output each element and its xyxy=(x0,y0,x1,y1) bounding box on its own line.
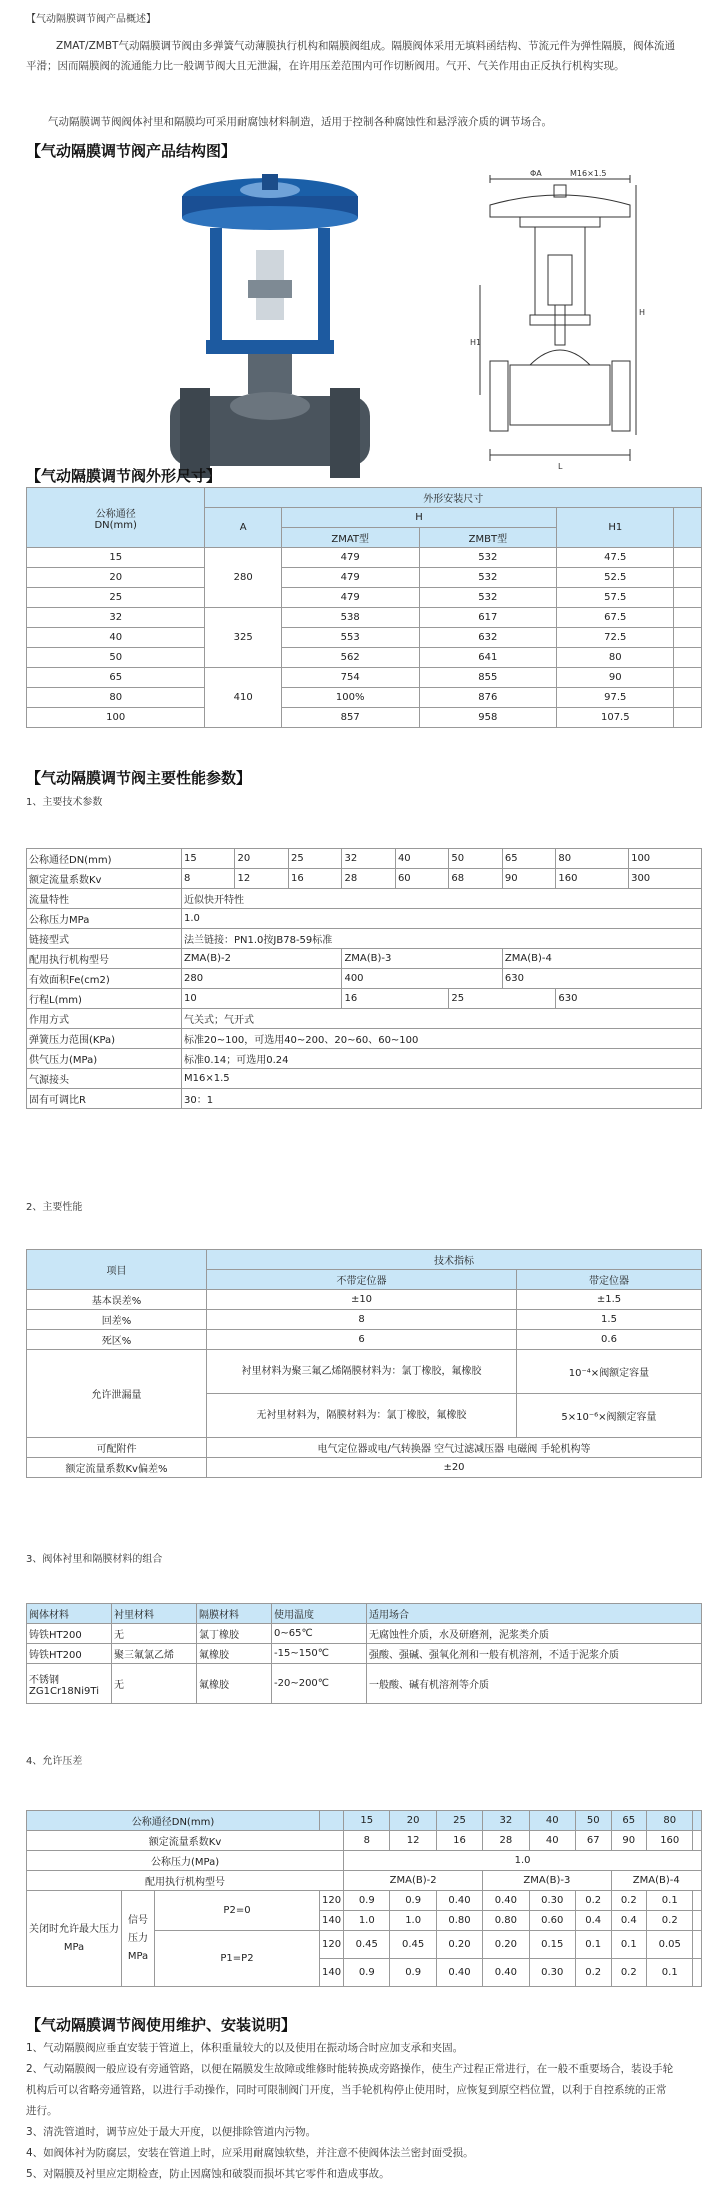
dims-zmat: 479 xyxy=(281,588,419,608)
mat-diaphragm: 氟橡胶 xyxy=(197,1644,272,1664)
dims-zmat: 754 xyxy=(281,668,419,688)
perf-b: ±1.5 xyxy=(517,1290,702,1310)
perf-kv-val: ±20 xyxy=(207,1458,702,1478)
dp-kv-cell: 160 xyxy=(647,1831,693,1851)
dims-row xyxy=(27,668,702,688)
param-label: 流量特性 xyxy=(27,889,182,909)
dims-h1: 67.5 xyxy=(557,608,674,628)
dims-empty xyxy=(674,708,702,728)
dp-pn-value: 1.0 xyxy=(344,1851,702,1871)
dims-empty xyxy=(674,608,702,628)
mat-header: 阀体材料 xyxy=(27,1604,112,1624)
dp-p20: P2=0 xyxy=(155,1891,320,1931)
perf-h-nopos: 不带定位器 xyxy=(207,1270,517,1290)
dp-spacer xyxy=(693,1831,702,1851)
param-dn-cell: 40 xyxy=(395,849,448,869)
mat-use: 强酸、强碱、强氧化剂和一般有机溶剂，不适于泥浆介质 xyxy=(367,1644,702,1664)
dp-value-cell: 0.2 xyxy=(575,1891,611,1911)
mat-diaphragm: 氯丁橡胶 xyxy=(197,1624,272,1644)
dims-h-zmat: ZMAT型 xyxy=(281,528,419,548)
dims-zmbt: 532 xyxy=(419,588,557,608)
structure-title: 【气动隔膜调节阀产品结构图】 xyxy=(26,142,237,160)
dims-zmbt: 532 xyxy=(419,548,557,568)
dp-sig-label: 信号压力MPa xyxy=(122,1891,155,1987)
dp-value-cell: 0.30 xyxy=(529,1959,575,1987)
dims-row xyxy=(27,608,702,628)
dims-zmat: 857 xyxy=(281,708,419,728)
param-label: 作用方式 xyxy=(27,1009,182,1029)
param-dn-cell: 65 xyxy=(502,849,555,869)
dp-kv-cell: 16 xyxy=(436,1831,482,1851)
perf-item: 基本误差% xyxy=(27,1290,207,1310)
dp-spacer xyxy=(693,1931,702,1959)
param-row xyxy=(27,909,702,929)
param-label: 气源接头 xyxy=(27,1069,182,1089)
maint-item: 4、如阀体衬为防腐层，安装在管道上时，应采用耐腐蚀软垫，并注意不使阀体法兰密封面受损。 xyxy=(26,2147,474,2159)
dims-empty xyxy=(674,628,702,648)
param-dn-cell: 50 xyxy=(449,849,502,869)
dp-value-cell: 0.30 xyxy=(529,1891,575,1911)
dp-data-row xyxy=(27,1891,702,1911)
param-value: 1.0 xyxy=(182,909,702,929)
dp-kv-cell: 67 xyxy=(575,1831,611,1851)
dp-value-cell: 0.20 xyxy=(436,1931,482,1959)
perf-acc-item: 可配附件 xyxy=(27,1438,207,1458)
overview-para2: 气动隔膜调节阀阀体衬里和隔膜均可采用耐腐蚀材料制造，适用于控制各种腐蚀性和悬浮液介质的调节场合。 xyxy=(48,116,552,128)
dp-value-cell: 0.2 xyxy=(611,1959,647,1987)
dims-zmat: 100% xyxy=(281,688,419,708)
dp-p12: P1=P2 xyxy=(155,1931,320,1987)
dims-h1: 52.5 xyxy=(557,568,674,588)
dp-value-cell: 0.05 xyxy=(647,1931,693,1959)
mat-header: 衬里材料 xyxy=(112,1604,197,1624)
valve-drawing xyxy=(470,165,650,495)
dims-dn: 32 xyxy=(27,608,205,628)
maint-title: 【气动隔膜调节阀使用维护、安装说明】 xyxy=(26,2016,297,2034)
param-row xyxy=(27,849,702,869)
param-stroke-cell: 16 xyxy=(342,989,449,1009)
params-sub1: 1、主要技术参数 xyxy=(26,797,103,808)
mat-table xyxy=(26,1603,702,1704)
drawing-label-m: M16×1.5 xyxy=(570,169,607,178)
dp-sig-cell: 120 xyxy=(319,1891,343,1911)
maint-item: 1、气动隔膜阀应垂直安装于管道上，体积重量较大的以及使用在振动场合时应加支承和夹固。 xyxy=(26,2042,464,2054)
dp-label: 公称通径DN(mm) xyxy=(27,1811,320,1831)
mat-row xyxy=(27,1644,702,1664)
mat-use: 一般酸、碱有机溶剂等介质 xyxy=(367,1664,702,1704)
perf-h-pos: 带定位器 xyxy=(517,1270,702,1290)
param-kv-cell: 28 xyxy=(342,869,395,889)
dims-zmbt: 876 xyxy=(419,688,557,708)
dp-value-cell: 1.0 xyxy=(390,1911,436,1931)
mat-header: 隔膜材料 xyxy=(197,1604,272,1624)
dp-value-cell: 0.1 xyxy=(647,1959,693,1987)
param-stroke-cell: 630 xyxy=(556,989,702,1009)
dims-h-empty xyxy=(674,508,702,548)
param-label: 固有可调比R xyxy=(27,1089,182,1109)
param-value: 30：1 xyxy=(182,1089,702,1109)
param-kv-cell: 300 xyxy=(629,869,702,889)
dp-value-cell: 0.9 xyxy=(390,1891,436,1911)
dims-a: 410 xyxy=(205,668,281,728)
param-act-cell: ZMA(B)-3 xyxy=(342,949,502,969)
mat-body: 铸铁HT200 xyxy=(27,1624,112,1644)
param-row xyxy=(27,1029,702,1049)
param-area-cell: 630 xyxy=(502,969,701,989)
perf-leak-a1: 衬里材料为聚三氟乙烯隔膜材料为：氯丁橡胶，氟橡胶 xyxy=(207,1350,517,1394)
dims-zmat: 562 xyxy=(281,648,419,668)
param-dn-cell: 80 xyxy=(556,849,629,869)
perf-leak-b1: 10⁻⁴×阀额定容量 xyxy=(517,1350,702,1394)
param-dn-cell: 20 xyxy=(235,849,288,869)
dims-h-zmbt: ZMBT型 xyxy=(419,528,557,548)
param-kv-cell: 8 xyxy=(182,869,235,889)
dims-row xyxy=(27,628,702,648)
dp-label: 公称压力(MPa) xyxy=(27,1851,344,1871)
dp-spacer xyxy=(693,1811,702,1831)
perf-h-index: 技术指标 xyxy=(207,1250,702,1270)
param-value: M16×1.5 xyxy=(182,1069,702,1089)
perf-row xyxy=(27,1290,702,1310)
perf-h-item: 项目 xyxy=(27,1250,207,1290)
perf-acc-val: 电气定位器或电/气转换器 空气过滤减压器 电磁阀 手轮机构等 xyxy=(207,1438,702,1458)
dims-zmbt: 617 xyxy=(419,608,557,628)
overview-tag: 【气动隔膜调节阀产品概述】 xyxy=(26,14,156,25)
param-value: 气关式；气开式 xyxy=(182,1009,702,1029)
param-area-cell: 280 xyxy=(182,969,342,989)
dims-h1: 57.5 xyxy=(557,588,674,608)
maint-list xyxy=(26,2038,676,2185)
dp-value-cell: 0.80 xyxy=(436,1911,482,1931)
perf-table xyxy=(26,1249,702,1478)
param-value: 标准20~100，可选用40~200、20~60、60~100 xyxy=(182,1029,702,1049)
dp-spacer xyxy=(693,1911,702,1931)
param-kv-cell: 12 xyxy=(235,869,288,889)
dp-dn-cell: 15 xyxy=(344,1811,390,1831)
perf-sub2: 2、主要性能 xyxy=(26,1202,83,1213)
dims-zmbt: 855 xyxy=(419,668,557,688)
param-row xyxy=(27,889,702,909)
dims-zmat: 479 xyxy=(281,548,419,568)
dims-dn: 80 xyxy=(27,688,205,708)
param-label: 有效面积Fe(cm2) xyxy=(27,969,182,989)
mat-lining: 无 xyxy=(112,1624,197,1644)
param-label: 公称通径DN(mm) xyxy=(27,849,182,869)
mat-header: 使用温度 xyxy=(272,1604,367,1624)
param-row xyxy=(27,929,702,949)
param-area-cell: 400 xyxy=(342,969,502,989)
dims-zmbt: 532 xyxy=(419,568,557,588)
dp-spacer xyxy=(693,1891,702,1911)
dims-dn: 25 xyxy=(27,588,205,608)
dp-kv-cell: 12 xyxy=(390,1831,436,1851)
dp-value-cell: 1.0 xyxy=(344,1911,390,1931)
mat-temp: 0~65℃ xyxy=(272,1624,367,1644)
param-dn-cell: 15 xyxy=(182,849,235,869)
dp-sub4: 4、允许压差 xyxy=(26,1756,83,1767)
maint-item: 2、气动隔膜阀一般应设有旁通管路，以便在隔膜发生故障或维修时能转换成旁路操作，使生产过程正常进行，在一般不重要场合，装设手轮机构后可以省略旁通管路，以进行手动操作，同时可限制阀门开度，当手轮机构停止使用时，应恢复到原空档位置，以利于自控系统的正常进行。 xyxy=(26,2063,674,2117)
perf-b: 1.5 xyxy=(517,1310,702,1330)
dp-sig-cell: 140 xyxy=(319,1959,343,1987)
param-value: 标准0.14；可选用0.24 xyxy=(182,1049,702,1069)
dp-value-cell: 0.1 xyxy=(611,1931,647,1959)
dp-sig-cell: 140 xyxy=(319,1911,343,1931)
param-value: 法兰链接：PN1.0按JB78-59标准 xyxy=(182,929,702,949)
param-act-cell: ZMA(B)-4 xyxy=(502,949,701,969)
dp-kv-cell: 28 xyxy=(483,1831,529,1851)
dp-dn-cell: 65 xyxy=(611,1811,647,1831)
param-value: 近似快开特性 xyxy=(182,889,702,909)
param-row xyxy=(27,1009,702,1029)
dp-value-cell: 0.4 xyxy=(611,1911,647,1931)
dims-empty xyxy=(674,648,702,668)
valve-photo xyxy=(170,170,370,490)
dp-row xyxy=(27,1831,702,1851)
mat-diaphragm: 氟橡胶 xyxy=(197,1664,272,1704)
dims-empty xyxy=(674,568,702,588)
mat-use: 无腐蚀性介质，水及研磨剂，泥浆类介质 xyxy=(367,1624,702,1644)
param-row xyxy=(27,989,702,1009)
mat-header: 适用场合 xyxy=(367,1604,702,1624)
param-label: 链接型式 xyxy=(27,929,182,949)
param-kv-cell: 90 xyxy=(502,869,555,889)
dp-kv-cell: 90 xyxy=(611,1831,647,1851)
dp-spacer xyxy=(319,1811,343,1831)
params-table xyxy=(26,848,702,1109)
param-label: 公称压力MPa xyxy=(27,909,182,929)
dims-row xyxy=(27,688,702,708)
dp-value-cell: 0.4 xyxy=(575,1911,611,1931)
dims-dn: 65 xyxy=(27,668,205,688)
dims-row xyxy=(27,708,702,728)
mat-lining: 无 xyxy=(112,1664,197,1704)
dp-value-cell: 0.40 xyxy=(483,1891,529,1911)
dp-value-cell: 0.9 xyxy=(390,1959,436,1987)
param-row xyxy=(27,1049,702,1069)
dims-dn: 15 xyxy=(27,548,205,568)
dims-zmat: 553 xyxy=(281,628,419,648)
dims-h1: 90 xyxy=(557,668,674,688)
dp-value-cell: 0.80 xyxy=(483,1911,529,1931)
dims-h-group: 外形安装尺寸 xyxy=(205,488,702,508)
dp-kv-cell: 8 xyxy=(344,1831,390,1851)
dims-table xyxy=(26,487,702,728)
dp-label: 配用执行机构型号 xyxy=(27,1871,344,1891)
dims-h-h1: H1 xyxy=(557,508,674,548)
dp-value-cell: 0.40 xyxy=(436,1959,482,1987)
dp-act-cell: ZMA(B)-2 xyxy=(344,1871,483,1891)
dims-a: 325 xyxy=(205,608,281,668)
perf-leak-a2: 无衬里材料为，隔膜材料为：氯丁橡胶，氟橡胶 xyxy=(207,1394,517,1438)
dp-row xyxy=(27,1851,702,1871)
dims-h-a: A xyxy=(205,508,281,548)
maint-item: 3、清洗管道时，调节应处于最大开度，以便排除管道内污物。 xyxy=(26,2126,317,2138)
dims-dn: 20 xyxy=(27,568,205,588)
perf-a: 8 xyxy=(207,1310,517,1330)
param-kv-cell: 60 xyxy=(395,869,448,889)
perf-item: 死区% xyxy=(27,1330,207,1350)
dp-value-cell: 0.45 xyxy=(344,1931,390,1959)
param-kv-cell: 160 xyxy=(556,869,629,889)
param-row xyxy=(27,1069,702,1089)
dp-row xyxy=(27,1811,702,1831)
param-stroke-cell: 10 xyxy=(182,989,342,1009)
param-label: 弹簧压力范围(KPa) xyxy=(27,1029,182,1049)
dims-row xyxy=(27,548,702,568)
mat-body: 不锈钢ZG1Cr18Ni9Ti xyxy=(27,1664,112,1704)
perf-leak-b2: 5×10⁻⁶×阀额定容量 xyxy=(517,1394,702,1438)
dims-body xyxy=(27,548,702,728)
dp-value-cell: 0.9 xyxy=(344,1959,390,1987)
mat-row xyxy=(27,1624,702,1644)
dp-value-cell: 0.9 xyxy=(344,1891,390,1911)
drawing-label-a: ΦA xyxy=(530,169,542,178)
dims-empty xyxy=(674,548,702,568)
dp-kv-cell: 40 xyxy=(529,1831,575,1851)
dims-row xyxy=(27,568,702,588)
dims-row xyxy=(27,648,702,668)
param-label: 配用执行机构型号 xyxy=(27,949,182,969)
perf-row xyxy=(27,1330,702,1350)
dims-dn: 50 xyxy=(27,648,205,668)
dp-value-cell: 0.1 xyxy=(575,1931,611,1959)
dims-a: 280 xyxy=(205,548,281,608)
dims-h1: 107.5 xyxy=(557,708,674,728)
mat-sub3: 3、阀体衬里和隔膜材料的组合 xyxy=(26,1554,163,1565)
dp-value-cell: 0.2 xyxy=(647,1911,693,1931)
param-dn-cell: 100 xyxy=(629,849,702,869)
dims-dn: 100 xyxy=(27,708,205,728)
dp-value-cell: 0.20 xyxy=(483,1931,529,1959)
dp-value-cell: 0.15 xyxy=(529,1931,575,1959)
dp-value-cell: 0.60 xyxy=(529,1911,575,1931)
dims-zmbt: 641 xyxy=(419,648,557,668)
dp-dn-cell: 80 xyxy=(647,1811,693,1831)
dims-zmbt: 958 xyxy=(419,708,557,728)
dp-label: 额定流量系数Kv xyxy=(27,1831,344,1851)
dims-dn: 40 xyxy=(27,628,205,648)
dims-h1: 47.5 xyxy=(557,548,674,568)
dp-value-cell: 0.2 xyxy=(575,1959,611,1987)
dp-left-label: 关闭时允许最大压力MPa xyxy=(27,1891,122,1987)
param-stroke-cell: 25 xyxy=(449,989,556,1009)
param-kv-cell: 16 xyxy=(288,869,341,889)
dp-sig-cell: 120 xyxy=(319,1931,343,1959)
dims-h-h: H xyxy=(281,508,556,528)
mat-temp: -15~150℃ xyxy=(272,1644,367,1664)
dims-title: 【气动隔膜调节阀外形尺寸】 xyxy=(26,467,222,485)
param-label: 额定流量系数Kv xyxy=(27,869,182,889)
mat-lining: 聚三氟氯乙烯 xyxy=(112,1644,197,1664)
drawing-label-h1: H1 xyxy=(470,338,482,347)
perf-leak-item: 允许泄漏量 xyxy=(27,1350,207,1438)
dims-empty xyxy=(674,688,702,708)
dims-zmbt: 632 xyxy=(419,628,557,648)
param-kv-cell: 68 xyxy=(449,869,502,889)
perf-b: 0.6 xyxy=(517,1330,702,1350)
dims-h-dn: 公称通径 DN(mm) xyxy=(27,488,205,548)
perf-kv-item: 额定流量系数Kv偏差% xyxy=(27,1458,207,1478)
dp-value-cell: 0.1 xyxy=(647,1891,693,1911)
dp-dn-cell: 50 xyxy=(575,1811,611,1831)
dp-spacer xyxy=(693,1959,702,1987)
overview-para1: ZMAT/ZMBT气动隔膜调节阀由多弹簧气动薄膜执行机构和隔膜阀组成。隔膜阀体采用无填料函结构、节流元件为弹性隔膜，阀体流通平滑；因而隔膜阀的流通能力比一般调节阀大且无泄漏，在许用压差范围内可作切断阀用。气开、气关作用由正反执行机构实现。 xyxy=(26,40,675,72)
mat-header-row xyxy=(27,1604,702,1624)
param-dn-cell: 25 xyxy=(288,849,341,869)
dp-row xyxy=(27,1871,702,1891)
perf-body xyxy=(27,1290,702,1350)
perf-a: ±10 xyxy=(207,1290,517,1310)
dims-h1: 97.5 xyxy=(557,688,674,708)
dp-dn-cell: 20 xyxy=(390,1811,436,1831)
param-row xyxy=(27,969,702,989)
dp-act-cell: ZMA(B)-3 xyxy=(483,1871,611,1891)
dims-h1: 80 xyxy=(557,648,674,668)
dp-value-cell: 0.40 xyxy=(483,1959,529,1987)
param-dn-cell: 32 xyxy=(342,849,395,869)
maint-item: 5、对隔膜及衬里应定期检查，防止因腐蚀和破裂而损坏其它零件和造成事故。 xyxy=(26,2168,390,2180)
dims-empty xyxy=(674,588,702,608)
dims-zmat: 479 xyxy=(281,568,419,588)
dims-row xyxy=(27,588,702,608)
dims-h1: 72.5 xyxy=(557,628,674,648)
dp-dn-cell: 25 xyxy=(436,1811,482,1831)
dp-value-cell: 0.2 xyxy=(611,1891,647,1911)
dp-dn-cell: 40 xyxy=(529,1811,575,1831)
perf-a: 6 xyxy=(207,1330,517,1350)
dp-value-cell: 0.45 xyxy=(390,1931,436,1959)
dp-act-cell: ZMA(B)-4 xyxy=(611,1871,702,1891)
dp-dn-cell: 32 xyxy=(483,1811,529,1831)
param-row xyxy=(27,1089,702,1109)
dims-empty xyxy=(674,668,702,688)
param-row xyxy=(27,949,702,969)
drawing-label-h: H xyxy=(639,308,646,317)
perf-item: 回差% xyxy=(27,1310,207,1330)
mat-row xyxy=(27,1664,702,1704)
perf-row xyxy=(27,1310,702,1330)
param-label: 供气压力(MPa) xyxy=(27,1049,182,1069)
params-title: 【气动隔膜调节阀主要性能参数】 xyxy=(26,769,252,787)
param-label: 行程L(mm) xyxy=(27,989,182,1009)
dp-value-cell: 0.40 xyxy=(436,1891,482,1911)
param-act-cell: ZMA(B)-2 xyxy=(182,949,342,969)
param-row xyxy=(27,869,702,889)
dp-table xyxy=(26,1810,702,1987)
mat-temp: -20~200℃ xyxy=(272,1664,367,1704)
drawing-label-l: L xyxy=(558,462,563,471)
mat-body: 铸铁HT200 xyxy=(27,1644,112,1664)
dims-zmat: 538 xyxy=(281,608,419,628)
